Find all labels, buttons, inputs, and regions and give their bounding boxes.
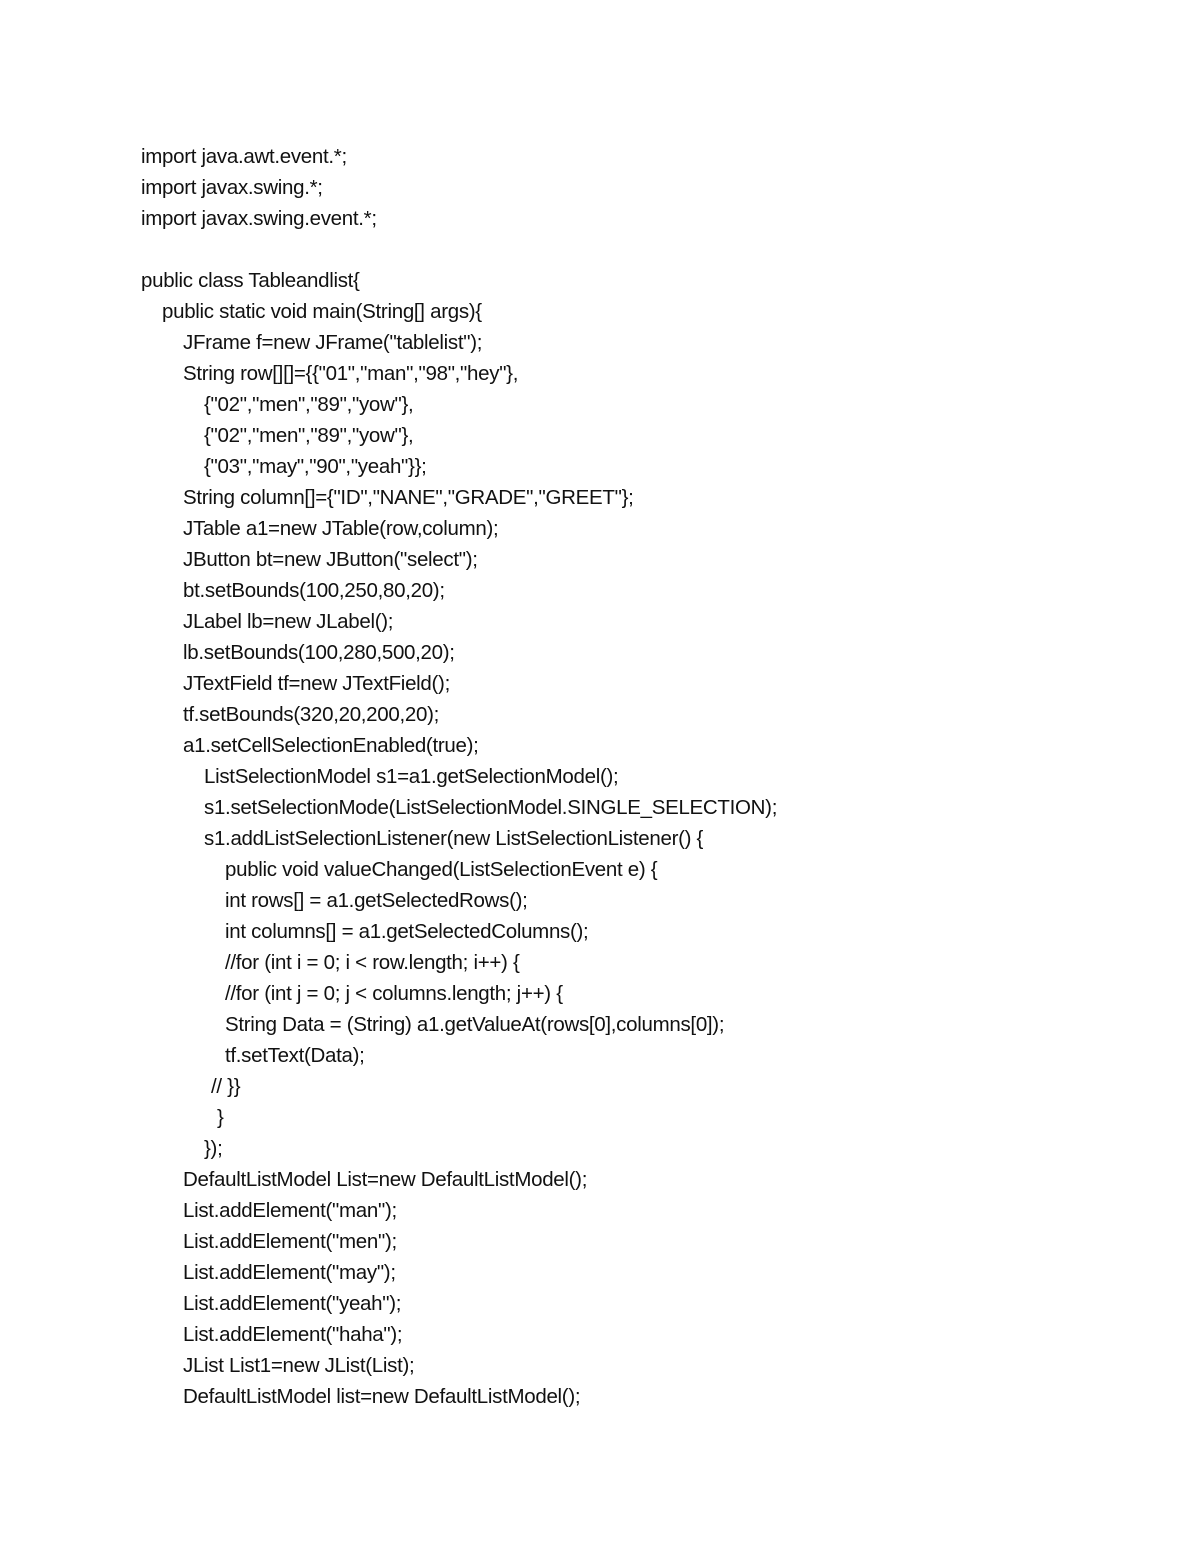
code-line: import javax.swing.event.*; [141, 207, 377, 230]
code-line: ListSelectionModel s1=a1.getSelectionModel(); [204, 765, 619, 788]
code-line: tf.setBounds(320,20,200,20); [183, 703, 440, 726]
code-line: JTextField tf=new JTextField(); [183, 672, 450, 695]
code-line: public void valueChanged(ListSelectionEvent e) { [225, 858, 658, 881]
code-line: //for (int j = 0; j < columns.length; j++) { [225, 982, 563, 1005]
code-line: import javax.swing.*; [141, 176, 323, 199]
code-line: List.addElement("man"); [183, 1199, 397, 1222]
code-line: List.addElement("haha"); [183, 1323, 403, 1346]
blank-line [141, 234, 1141, 265]
code-line: JButton bt=new JButton("select"); [183, 548, 478, 571]
code-line: //for (int i = 0; i < row.length; i++) { [225, 951, 520, 974]
code-line: String Data = (String) a1.getValueAt(rows[0],columns[0]); [225, 1013, 725, 1036]
code-line: import java.awt.event.*; [141, 145, 347, 168]
code-line: JFrame f=new JFrame("tablelist"); [183, 331, 483, 354]
code-line: } [217, 1106, 224, 1129]
code-line: public static void main(String[] args){ [162, 300, 482, 323]
code-line: }); [204, 1137, 223, 1160]
code-line: tf.setText(Data); [225, 1044, 365, 1067]
code-line: a1.setCellSelectionEnabled(true); [183, 734, 479, 757]
code-line: {"02","men","89","yow"}, [204, 393, 414, 416]
code-line: bt.setBounds(100,250,80,20); [183, 579, 445, 602]
code-line: List.addElement("yeah"); [183, 1292, 402, 1315]
code-line: List.addElement("men"); [183, 1230, 397, 1253]
code-line: JLabel lb=new JLabel(); [183, 610, 394, 633]
code-line: String column[]={"ID","NANE","GRADE","GREET"}; [183, 486, 634, 509]
code-line: JTable a1=new JTable(row,column); [183, 517, 499, 540]
code-line: s1.setSelectionMode(ListSelectionModel.SINGLE_SELECTION); [204, 796, 778, 819]
code-line: {"03","may","90","yeah"}}; [204, 455, 427, 478]
code-line: // }} [211, 1075, 241, 1098]
code-line: public class Tableandlist{ [141, 269, 360, 292]
code-line: int rows[] = a1.getSelectedRows(); [225, 889, 528, 912]
code-line: JList List1=new JList(List); [183, 1354, 415, 1377]
code-line: DefaultListModel list=new DefaultListModel(); [183, 1385, 581, 1408]
code-listing [141, 141, 1141, 1412]
code-line: lb.setBounds(100,280,500,20); [183, 641, 455, 664]
code-line: s1.addListSelectionListener(new ListSelectionListener() { [204, 827, 704, 850]
code-line: int columns[] = a1.getSelectedColumns(); [225, 920, 589, 943]
code-line: List.addElement("may"); [183, 1261, 396, 1284]
code-line: {"02","men","89","yow"}, [204, 424, 414, 447]
code-line: DefaultListModel List=new DefaultListModel(); [183, 1168, 588, 1191]
code-line: String row[][]={{"01","man","98","hey"}, [183, 362, 519, 385]
